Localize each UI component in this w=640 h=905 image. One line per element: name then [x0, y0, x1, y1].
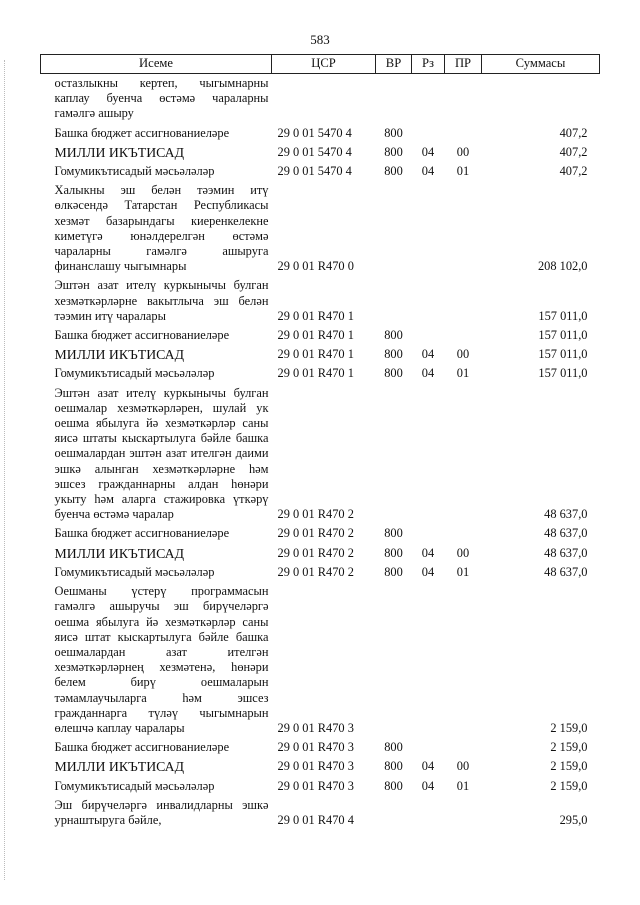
cell-rz [412, 276, 445, 326]
cell-name: остазлыкны кертеп, чыгымнарны каплау буенча өстәмә чараларны гамәлгә ашыру [54, 76, 269, 121]
cell-rz [412, 181, 445, 276]
cell-name: Гомумикътисадый мәсьәләләр [54, 366, 215, 381]
cell-csr: 29 0 01 R470 3 [277, 778, 354, 793]
cell-vr [376, 276, 412, 326]
cell-sum [482, 74, 600, 124]
cell-csr [272, 74, 376, 124]
header-csr: ЦСР [272, 55, 376, 74]
cell-sum: 2 159,0 [550, 740, 588, 755]
cell-vr: 800 [384, 759, 403, 774]
header-vr: ВР [376, 55, 412, 74]
cell-sum: 157 011,0 [538, 347, 588, 362]
table-row [41, 162, 600, 181]
cell-pr: 00 [456, 144, 470, 159]
cell-name: Башка бюджет ассигнованиеләре [54, 740, 230, 755]
cell-csr: 29 0 01 5470 4 [277, 164, 352, 179]
cell-pr [445, 524, 482, 543]
cell-pr: 01 [456, 366, 470, 381]
cell-vr [376, 74, 412, 124]
cell-rz: 04 [421, 144, 435, 159]
table-row [41, 181, 600, 276]
table-row [41, 524, 600, 543]
cell-sum: 157 011,0 [538, 328, 588, 343]
cell-rz: 04 [421, 778, 435, 793]
cell-sum: 157 011,0 [538, 308, 588, 323]
cell-name: Башка бюджет ассигнованиеләре [54, 526, 230, 541]
cell-pr: 01 [456, 164, 470, 179]
cell-vr: 800 [384, 526, 403, 541]
cell-rz [412, 124, 445, 143]
table-row [41, 364, 600, 383]
table-row [41, 738, 600, 757]
cell-sum: 157 011,0 [538, 366, 588, 381]
cell-name: Оешманы үстерү программасын гамәлгә ашыручы эш бирүчеләргә оешма ябылуга йә хезмәткәрләр саны яисә штат кыскартылуга бәйле башка оешмалардан азат ителгән хезмәткәрләрнең хезмәтенә, һөнәри белем бирү оешмаларын тәмамлаучыларга һәм эшсез гражданнарга түләү чыгымнарын өлешчә каплау чаралары [54, 584, 269, 735]
cell-vr: 800 [384, 328, 403, 343]
cell-csr: 29 0 01 R470 1 [277, 308, 354, 323]
header-rz: Рз [412, 55, 445, 74]
cell-sum: 48 637,0 [544, 507, 588, 522]
cell-csr: 29 0 01 R470 0 [277, 259, 354, 274]
cell-csr: 29 0 01 R470 2 [277, 507, 354, 522]
cell-csr: 29 0 01 R470 1 [277, 328, 354, 343]
table-body [41, 74, 600, 831]
cell-name: Гомумикътисадый мәсьәләләр [54, 564, 215, 579]
header-pr: ПР [445, 55, 482, 74]
cell-vr [376, 796, 412, 830]
cell-rz [412, 384, 445, 525]
cell-vr: 800 [384, 778, 403, 793]
cell-sum: 407,2 [559, 164, 588, 179]
cell-csr: 29 0 01 R470 4 [277, 812, 354, 827]
cell-rz [412, 796, 445, 830]
cell-vr [376, 582, 412, 738]
cell-name: Эштән азат ителү куркынычы булган хезмәткәрләрне вакытлыча эш белән тәэмин итү чаралары [54, 278, 269, 323]
cell-pr [445, 74, 482, 124]
header-sum: Суммасы [482, 55, 600, 74]
cell-sum: 48 637,0 [544, 564, 588, 579]
cell-vr: 800 [384, 347, 403, 362]
cell-sum: 2 159,0 [550, 720, 588, 735]
table-row [41, 582, 600, 738]
cell-vr [376, 384, 412, 525]
cell-pr [445, 738, 482, 757]
cell-rz: 04 [421, 164, 435, 179]
cell-pr [445, 124, 482, 143]
cell-rz [412, 326, 445, 345]
cell-sum: 2 159,0 [550, 778, 588, 793]
cell-csr: 29 0 01 R470 2 [277, 545, 354, 560]
cell-vr: 800 [384, 545, 403, 560]
cell-pr [445, 326, 482, 345]
cell-pr [445, 796, 482, 830]
cell-csr: 29 0 01 R470 3 [277, 720, 354, 735]
cell-name: МИЛЛИ ИКЪТИСАД [54, 759, 185, 775]
cell-name: Халыкны эш белән тәэмин итү өлкәсендә Татарстан Республикасы хезмәт базарындагы киеренкелекне киметүгә юнәлдерелгән өстәмә чараларны гамәлгә ашыруга финанслашу чыгымнары [54, 183, 269, 274]
cell-pr: 01 [456, 564, 470, 579]
cell-name: Гомумикътисадый мәсьәләләр [54, 778, 215, 793]
table-row [41, 757, 600, 776]
cell-rz: 04 [421, 545, 435, 560]
table-row [41, 345, 600, 364]
cell-vr: 800 [384, 144, 403, 159]
cell-sum: 208 102,0 [537, 259, 588, 274]
cell-csr: 29 0 01 R470 3 [277, 740, 354, 755]
cell-csr: 29 0 01 5470 4 [277, 144, 352, 159]
table-row [41, 326, 600, 345]
cell-sum: 2 159,0 [550, 759, 588, 774]
cell-vr: 800 [384, 564, 403, 579]
cell-name: МИЛЛИ ИКЪТИСАД [54, 347, 185, 363]
header-name: Исеме [41, 55, 272, 74]
scan-margin [4, 60, 7, 880]
cell-csr: 29 0 01 R470 2 [277, 564, 354, 579]
cell-sum: 407,2 [559, 144, 588, 159]
cell-name: Эштән азат ителү куркынычы булган оешмалар хезмәткәрләрен, шулай ук оешма ябылуга йә хезмәткәрләр саны яисә штаты кыскартылуга бәйле башка оешмалардан эштән азат ителгән даими эшкә алынган хезмәткәрләрне һәм эшсез гражданнарны алдан һөнәри укыту һәм аларга стажировка үткәрү буенча өстәмә чаралар [54, 385, 269, 522]
table-row [41, 124, 600, 143]
cell-csr: 29 0 01 R470 1 [277, 347, 354, 362]
table-row [41, 544, 600, 563]
table-row [41, 143, 600, 162]
cell-csr: 29 0 01 5470 4 [277, 125, 352, 140]
table-row [41, 276, 600, 326]
cell-name: МИЛЛИ ИКЪТИСАД [54, 545, 185, 561]
cell-csr: 29 0 01 R470 2 [277, 526, 354, 541]
page-number: 583 [310, 32, 330, 47]
cell-pr [445, 384, 482, 525]
cell-rz [412, 738, 445, 757]
cell-pr [445, 181, 482, 276]
cell-rz: 04 [421, 347, 435, 362]
cell-vr: 800 [384, 125, 403, 140]
cell-pr [445, 276, 482, 326]
cell-sum: 407,2 [559, 125, 588, 140]
cell-pr: 00 [456, 545, 470, 560]
cell-vr: 800 [384, 740, 403, 755]
table-row [41, 563, 600, 582]
cell-vr: 800 [384, 366, 403, 381]
table-header-row [41, 55, 600, 74]
cell-csr: 29 0 01 R470 1 [277, 366, 354, 381]
budget-table [40, 54, 600, 830]
cell-pr: 01 [456, 778, 470, 793]
table-row [41, 384, 600, 525]
cell-pr: 00 [456, 759, 470, 774]
cell-csr: 29 0 01 R470 3 [277, 759, 354, 774]
cell-rz [412, 74, 445, 124]
cell-pr [445, 582, 482, 738]
cell-rz [412, 524, 445, 543]
table-row [41, 777, 600, 796]
cell-name: Башка бюджет ассигнованиеләре [54, 328, 230, 343]
cell-rz [412, 582, 445, 738]
cell-rz: 04 [421, 564, 435, 579]
table-row [41, 796, 600, 830]
cell-name: МИЛЛИ ИКЪТИСАД [54, 144, 185, 160]
cell-vr [376, 181, 412, 276]
cell-sum: 48 637,0 [544, 526, 588, 541]
cell-name: Эш бирүчеләргә инвалидларны эшкә урнаштыруга бәйле, [54, 797, 269, 827]
cell-vr: 800 [384, 164, 403, 179]
cell-rz: 04 [421, 759, 435, 774]
cell-pr: 00 [456, 347, 470, 362]
cell-name: Гомумикътисадый мәсьәләләр [54, 164, 215, 179]
table-row [41, 74, 600, 124]
cell-rz: 04 [421, 366, 435, 381]
cell-name: Башка бюджет ассигнованиеләре [54, 125, 230, 140]
cell-sum: 48 637,0 [544, 545, 588, 560]
cell-sum: 295,0 [559, 812, 588, 827]
